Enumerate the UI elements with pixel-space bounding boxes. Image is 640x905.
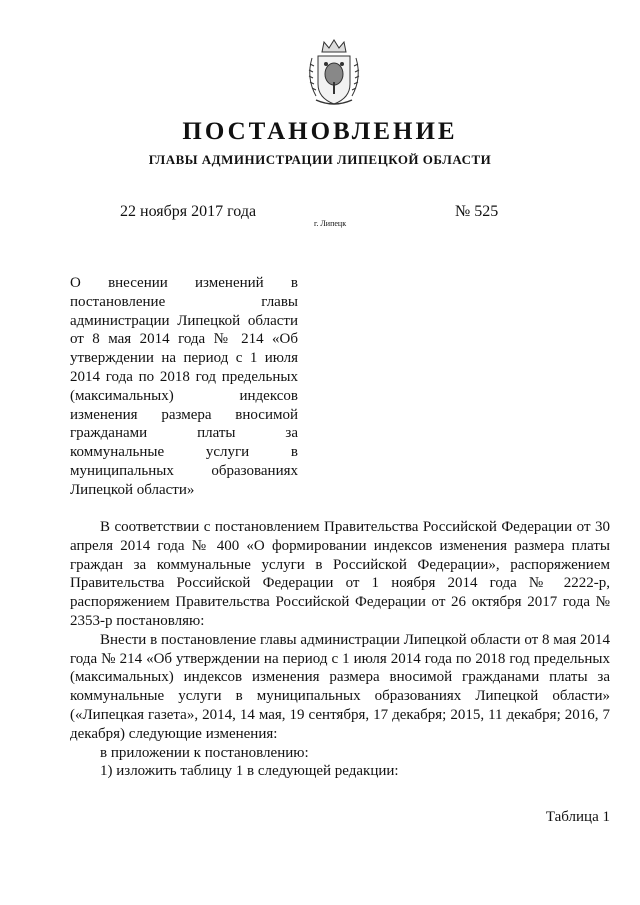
body-paragraph: Внести в постановление главы администрации Липецкой области от 8 мая 2014 года № 214 «Об утверждении на период с 1 июля 2014 года по 2018 год предельных (максимальных) индексов изменения размера вносимой гражданами платы за коммунальные услуги в муниципальных образованиях Липецкой области» («Липецкая газета», 2014, 14 мая, 19 сентября, 17 декабря; 2015, 11 декабря; 2016, 7 декабря) следующие изменения: — [70, 631, 610, 742]
document-subject: О внесении изменений в постановление главы администрации Липецкой области от 8 мая 2014 года № 214 «Об утверждении на период с 1 июля 2014 года по 2018 год предельных (максимальных) индексов изменения размера вносимой гражданами платы за коммунальные услуги в муниципальных образованиях Липецкой области» — [70, 275, 298, 498]
document-number: № 525 — [455, 203, 499, 220]
body-paragraph: В соответствии с постановлением Правительства Российской Федерации от 30 апреля 2014 года № 400 «О формировании индексов изменения размера платы граждан за коммунальные услуги в Российской Федерации», распоряжением Правительства Российской Федерации от 1 ноября 2014 года № 2222-р, распоряжением Правительства Российской Федерации от 26 октября 2017 года № 2353-р постановляю: — [70, 519, 610, 629]
document-date: 22 ноября 2017 года — [120, 203, 257, 220]
document-city: г. Липецк — [314, 219, 347, 228]
body-paragraph: 1) изложить таблицу 1 в следующей редакции: — [100, 763, 399, 780]
body-paragraph: в приложении к постановлению: — [100, 744, 309, 761]
coat-of-arms-icon — [302, 38, 366, 110]
table-label: Таблица 1 — [545, 809, 610, 825]
document-title: ПОСТАНОВЛЕНИЕ — [182, 118, 458, 145]
document-body — [70, 518, 610, 781]
document-issuer: ГЛАВЫ АДМИНИСТРАЦИИ ЛИПЕЦКОЙ ОБЛАСТИ — [148, 152, 492, 167]
